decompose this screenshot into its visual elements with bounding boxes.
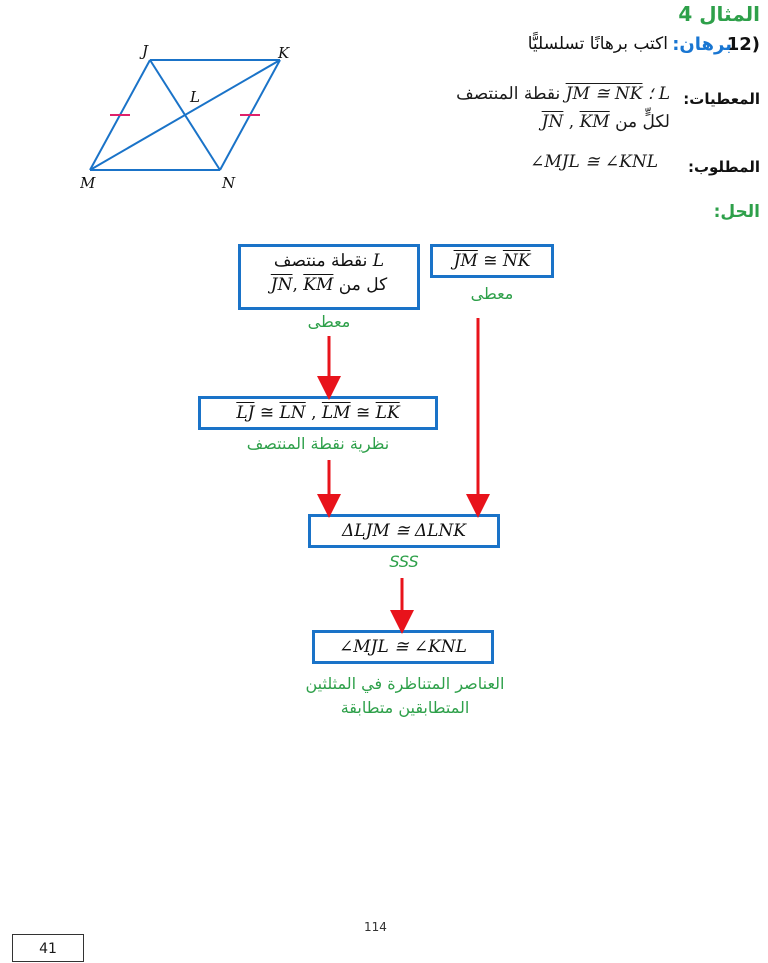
label-m: M bbox=[80, 174, 96, 192]
given-seg-1: JN bbox=[541, 112, 564, 132]
box1-line2: كل من $\overline{JN}$, $\overline{KM}$ bbox=[270, 275, 388, 295]
page-box-number: 41 bbox=[12, 934, 84, 962]
box1-var: L bbox=[372, 251, 385, 271]
label-n: N bbox=[222, 174, 236, 192]
label-l: L bbox=[190, 88, 200, 106]
box3-seg2: $\overline{LN}$ bbox=[279, 403, 306, 423]
page-number: 114 bbox=[364, 920, 387, 934]
proof-label: برهان: bbox=[672, 34, 732, 55]
flow-box-given-congruence: $\overline{JM}$ ≅ $\overline{NK}$ bbox=[430, 244, 554, 278]
given-suffix: نقطة المنتصف bbox=[456, 84, 561, 104]
flow-box-angle-congruence: ∠MJL ≅ ∠KNL bbox=[312, 630, 494, 664]
box2-seg2: $\overline{NK}$ bbox=[502, 251, 531, 271]
example-title: المثال 4 bbox=[678, 2, 760, 26]
box1-text: نقطة منتصف bbox=[273, 251, 368, 271]
required-statement: ∠MJL ≅ ∠KNL bbox=[530, 152, 658, 172]
box5-reason-line2: المتطابقين متطابقة bbox=[340, 698, 470, 717]
label-k: K bbox=[278, 44, 290, 62]
box2-seg1: $\overline{JM}$ bbox=[453, 251, 478, 271]
given-seg-2: KM bbox=[579, 112, 610, 132]
given-congruence: JM ≅ NK bbox=[565, 84, 643, 104]
box1-reason: معطى bbox=[307, 312, 351, 331]
box3-seg3: $\overline{LM}$ bbox=[321, 403, 351, 423]
box3-reason: نظرية نقطة المنتصف bbox=[246, 434, 390, 453]
box3-seg1: $\overline{LJ}$ bbox=[236, 403, 255, 423]
given-prefix: L ؛ bbox=[647, 84, 670, 104]
box1-line2-text: كل من bbox=[338, 275, 388, 295]
box2-reason: معطى bbox=[470, 284, 514, 303]
problem-number: 12) bbox=[726, 34, 760, 55]
flow-box-midpoint-theorem: $\overline{LJ}$ ≅ $\overline{LN}$ , $\overline{LM}$ ≅ $\overline{LK}$ bbox=[198, 396, 438, 430]
box1-seg2: $\overline{KM}$ bbox=[303, 275, 334, 295]
flow-box-triangle-congruence: ΔLJM ≅ ΔLNK bbox=[308, 514, 500, 548]
box4-reason: SSS bbox=[389, 552, 419, 571]
solution-label: الحل: bbox=[713, 202, 760, 222]
box3-seg4: $\overline{LK}$ bbox=[375, 403, 400, 423]
box1-seg1: $\overline{JN}$ bbox=[270, 275, 293, 295]
given-line-2: لكلٍّ من JN , KM bbox=[541, 112, 670, 132]
given-line2-prefix: لكلٍّ من bbox=[615, 112, 670, 132]
problem-text: اكتب برهانًا تسلسليًّا bbox=[527, 34, 668, 54]
required-label: المطلوب: bbox=[687, 158, 760, 176]
box5-reason-line1: العناصر المتناظرة في المثلثين bbox=[305, 674, 505, 693]
label-j: J bbox=[142, 44, 149, 60]
given-label: المعطيات: bbox=[683, 90, 760, 108]
